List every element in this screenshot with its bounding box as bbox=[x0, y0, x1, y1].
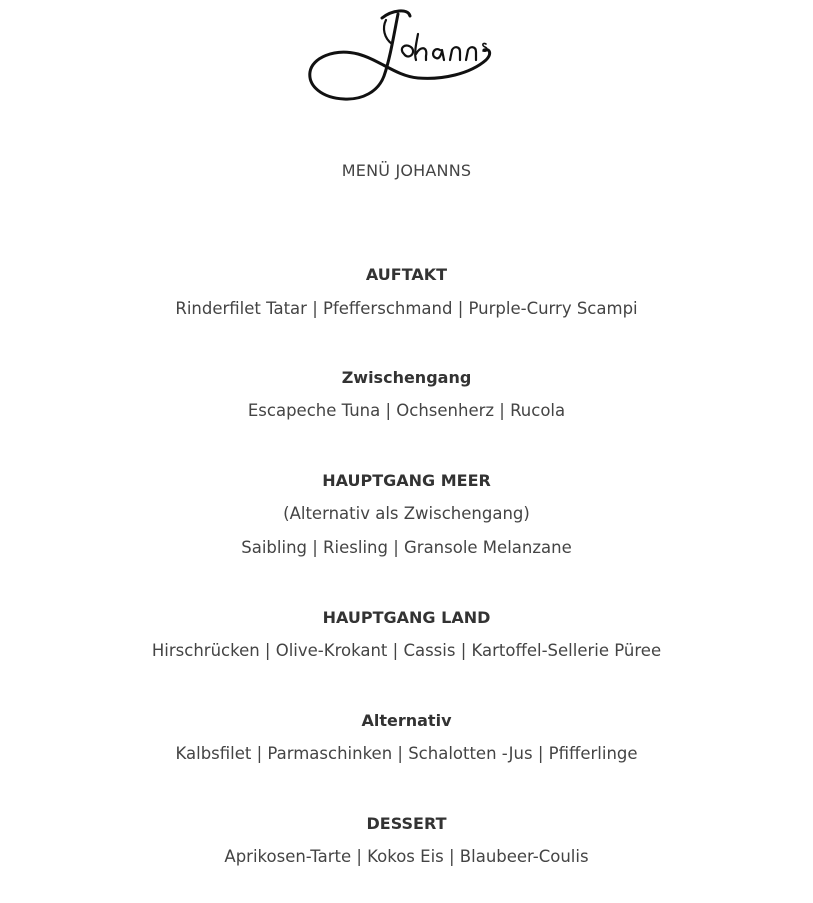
note-alternativ-zwischengang: (Alternativ als Zwischengang) bbox=[283, 504, 530, 523]
section-heading-auftakt: AUFTAKT bbox=[365, 265, 448, 284]
dish-line-alternativ: Kalbsfilet | Parmaschinken | Schalotten -Jus | Pfifferlinge bbox=[175, 744, 638, 763]
section-heading-dessert: DESSERT bbox=[366, 814, 447, 833]
dish-line-zwischengang: Escapeche Tuna | Ochsenherz | Rucola bbox=[247, 401, 566, 420]
section-heading-hauptgang-land: HAUPTGANG LAND bbox=[322, 608, 491, 627]
dish-line-dessert: Aprikosen-Tarte | Kokos Eis | Blaubeer-Coulis bbox=[224, 847, 589, 866]
dish-line-hauptgang-land: Hirschrücken | Olive-Krokant | Cassis | Kartoffel-Sellerie Püree bbox=[151, 641, 662, 660]
johanns-logo bbox=[300, 4, 500, 104]
section-heading-zwischengang: Zwischengang bbox=[341, 368, 472, 387]
dish-line-auftakt: Rinderfilet Tatar | Pfefferschmand | Purple-Curry Scampi bbox=[175, 299, 638, 318]
dish-line-hauptgang-meer: Saibling | Riesling | Gransole Melanzane bbox=[241, 538, 572, 557]
section-heading-hauptgang-meer: HAUPTGANG MEER bbox=[322, 471, 491, 490]
menu-title: MENÜ JOHANNS bbox=[341, 161, 472, 180]
section-heading-alternativ: Alternativ bbox=[361, 711, 452, 730]
